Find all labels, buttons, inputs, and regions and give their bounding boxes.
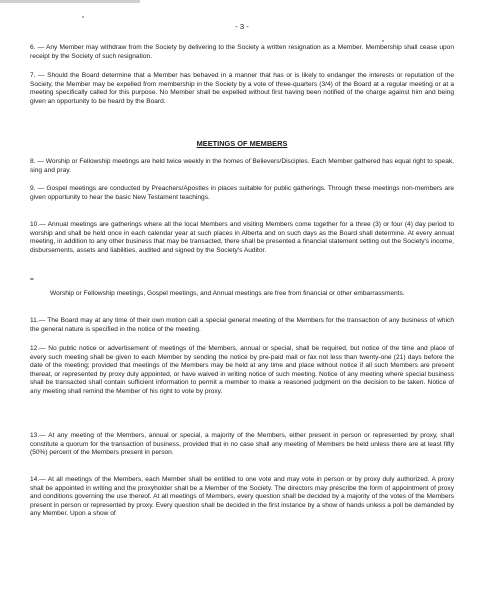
paragraph-14: 14.— At all meetings of the Members, each Member shall be entitled to one vote and may vote in person or by proxy duly authorized. A proxy shall be appointed in writing and the proxyholder shall be a Member of the Society. The directors may prescribe the form of appointment of proxy and conditions governing the use thereof. At all meetings of Members, every question shall be decided by a majority of the votes of the Members present in person or represented by proxy. Every question shall be decided in the first instance by a show of hands unless a poll be demanded by any Member. Upon a show of bbox=[30, 476, 454, 517]
paragraph-13: 13.— At any meeting of the Members, annual or special, a majority of the Members, either present in person or represented by proxy, shall constitute a quorum for the transaction of business, provided that in no case shall any meeting of Members be held unless there are at least fifty (50%) percent of the Members present in person. bbox=[30, 432, 454, 456]
paragraph-12: 12.— No public notice or advertisement of meetings of the Members, annual or special, shall be required, but notice of the time and place of every such meeting shall be given to each Member by sending the notice by pre-paid mail or fax not less than twenty-one (21) days before the date of the meeting; provided that meetings of the Members may be held at any time and place without notice if all such Members are present thereat, or represented by proxy duly appointed, or have waived in writing notice of such meeting. Notice of any meeting where special business shall be transacted shall contain sufficient information to permit a member to make a reasoned judgment on the decision to be taken. Notice of any meeting shall remind the Member of his right to vote by proxy. bbox=[30, 345, 454, 395]
paragraph-8: 8. — Worship or Fellowship meetings are held twice weekly in the homes of Believers/Disciples. Each Member gathered has equal right to speak, sing and pray. bbox=[30, 158, 454, 174]
scan-speck bbox=[382, 40, 384, 42]
page-number: - 3 - bbox=[235, 22, 249, 31]
section-heading: MEETINGS OF MEMBERS bbox=[196, 139, 288, 148]
paragraph-6: 6. — Any Member may withdraw from the Society by delivering to the Society a written resignation as a Member. Membership shall cease upon receipt by the Society of such resignation. bbox=[30, 44, 454, 60]
paragraph-10-continuation: Worship or Fellowship meetings, Gospel meetings, and Annual meetings are free from financial or other embarrassments. bbox=[50, 290, 405, 297]
scan-edge-mark bbox=[0, 0, 140, 3]
scan-speck bbox=[82, 16, 84, 18]
paragraph-10: 10.— Annual meetings are gatherings where all the local Members and visiting Members come together for a three (3) or four (4) day period to worship and shall be held once in each calendar year at such places in Alberta and on such days as the Board shall determine. At every annual meeting, in addition to any other business that may be transacted, there shall be presented a financial statement setting out the Society's income, disbursements, assets and liabilities, audited and signed by the Society's Auditor. bbox=[30, 221, 454, 254]
paragraph-7: 7. — Should the Board determine that a Member has behaved in a manner that has or is likely to endanger the interests or reputation of the Society, the Member may be expelled from membership in the Society by a vote of three-quarters (3/4) of the Board at a regular meeting or at a meeting specifically called for this purpose. No Member shall be expelled without first having been notified of the charge against him and being given an opportunity to be heard by the Board. bbox=[30, 72, 454, 105]
paragraph-11: 11.— The Board may at any time of their own motion call a special general meeting of the Members for the transaction of any business of which the general nature is specified in the notice of the meeting. bbox=[30, 317, 454, 333]
stray-mark: = bbox=[30, 276, 34, 283]
paragraph-9: 9. — Gospel meetings are conducted by Preachers/Apostles in places suitable for public gatherings. Through these meetings non-members are given opportunity to hear the basic New Testament teachings. bbox=[30, 185, 454, 201]
